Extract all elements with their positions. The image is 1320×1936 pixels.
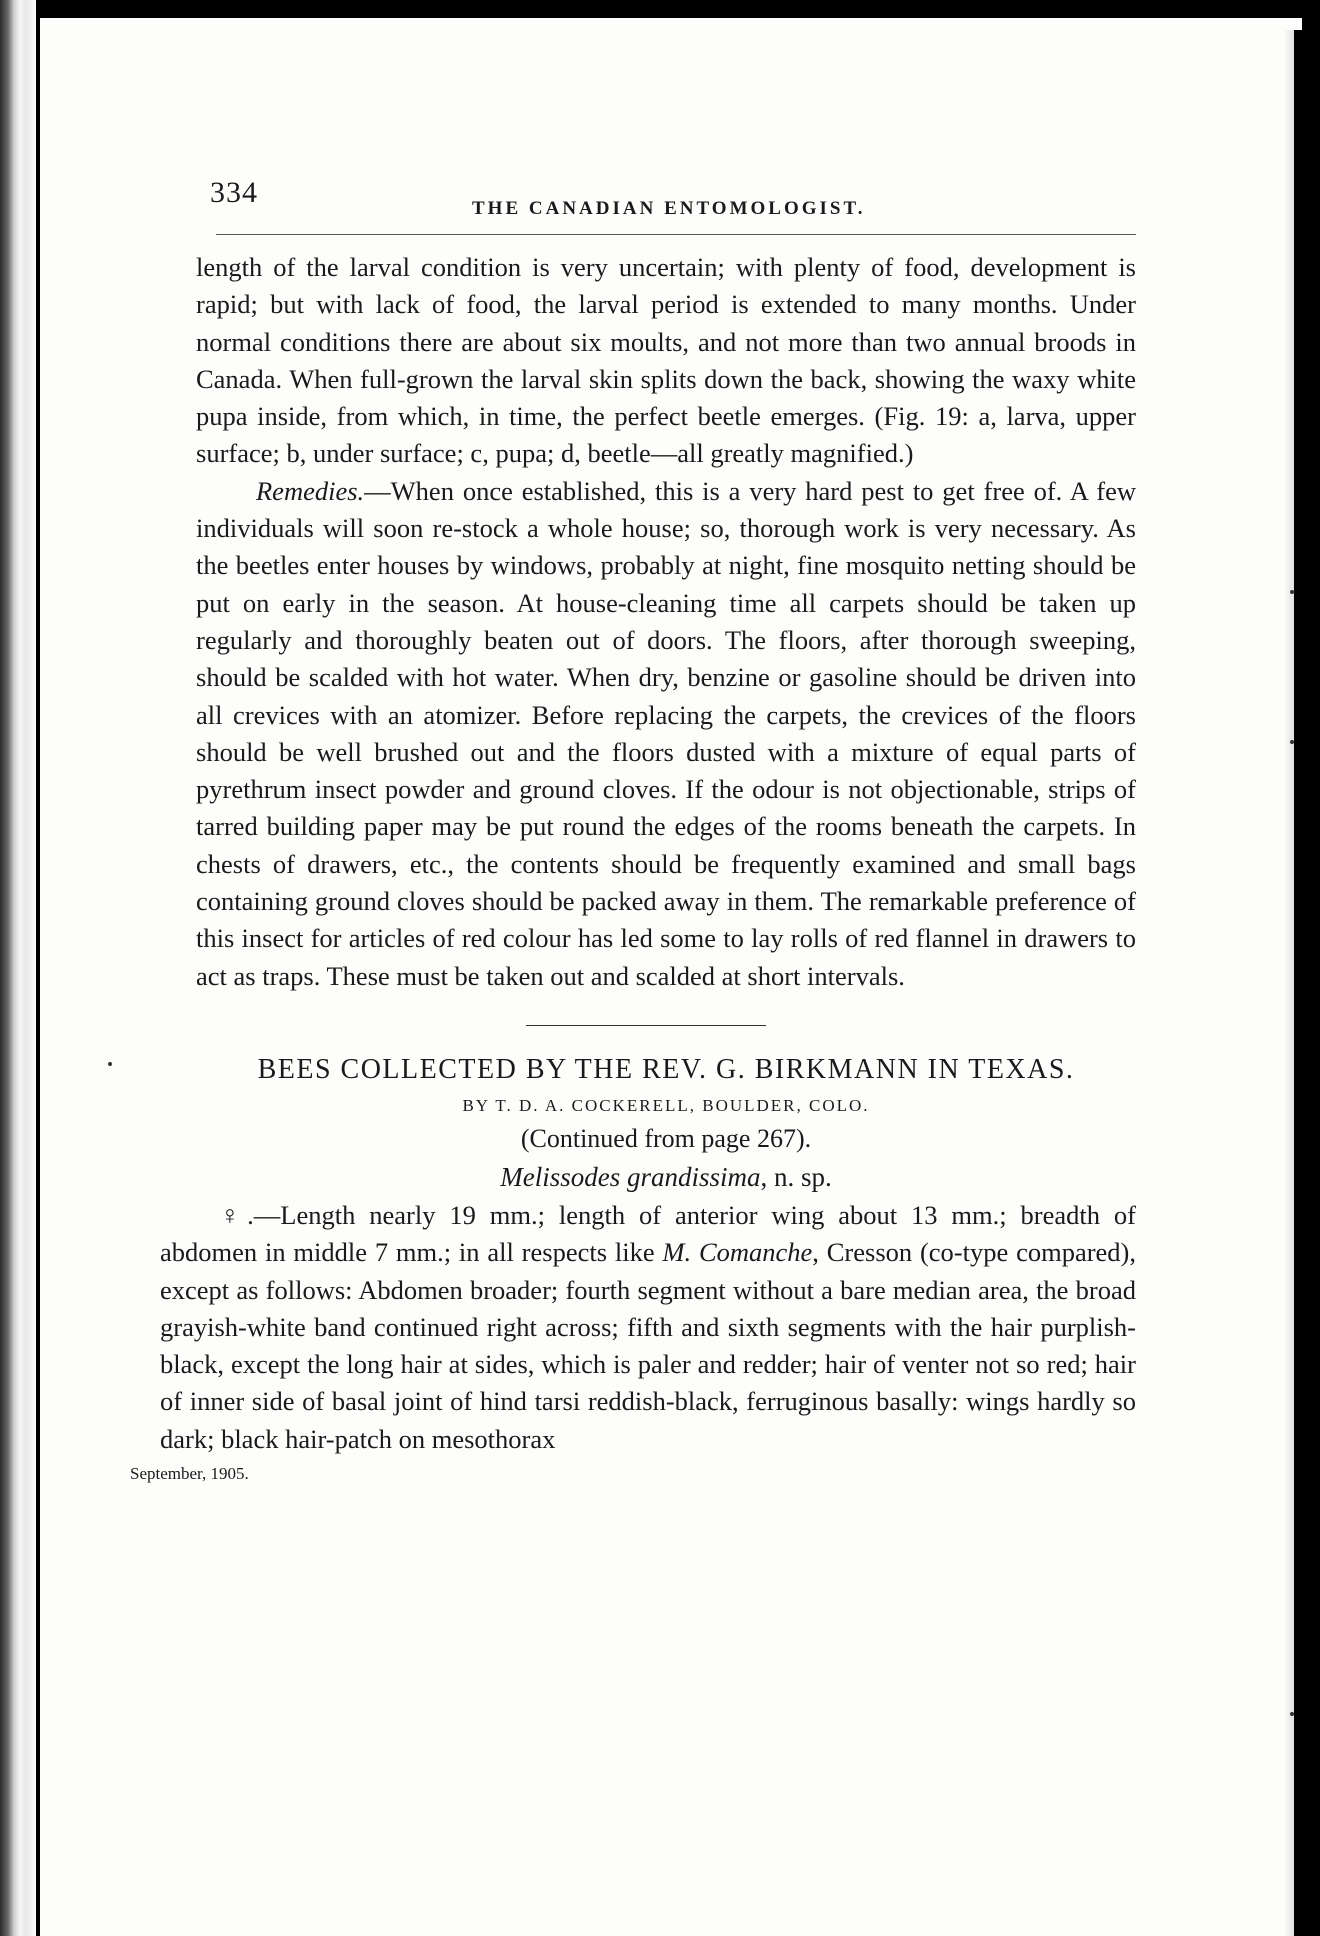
- scan-border-right: [1294, 30, 1320, 1936]
- speck-mark: [108, 1062, 112, 1066]
- running-head: [196, 176, 1136, 228]
- book-gutter: [0, 0, 36, 1936]
- page-number: 334: [210, 176, 258, 209]
- remedies-text: —When once established, this is a very hard pest to get free of. A few individuals will soon re-stock a whole house; so, thorough work is very necessary. As the beetles enter houses by windows, probably at night, fine mosquito netting should be put on early in the season. At house-cleaning time all carpets should be taken up regularly and thoroughly beaten out of doors. The floors, after thorough sweeping, should be scalded with hot water. When dry, benzine or gasoline should be driven into all crevices with an atomizer. Before replacing the carpets, the crevices of the floors should be well brushed out and the floors dusted with a mixture of equal parts of pyrethrum insect powder and ground cloves. If the odour is not objectionable, strips of tarred building paper may be put round the edges of the rooms beneath the carpets. In chests of drawers, etc., the contents should be frequently examined and small bags containing ground cloves should be packed away in them. The remarkable preference of this insect for articles of red colour has led some to lay rolls of red flannel in drawers to act as traps. These must be taken out and scalded at short intervals.: [196, 475, 1136, 991]
- section-divider: [526, 1025, 766, 1026]
- description-paragraph: [160, 1197, 1136, 1458]
- header-rule: [216, 234, 1136, 235]
- speck-mark: [1290, 740, 1294, 744]
- description-rest: , Cresson (co-type compared), except as follows: Abdomen broader; fourth segment without a bare median area, the broad grayish-white band continued right across; fifth and sixth segments with the hair purplish-black, except the long hair at sides, which is paler and redder; hair of venter not so red; hair of inner side of basal joint of hind tarsi reddish-black, ferruginous basally: wings hardly so dark; black hair-patch on mesothorax: [160, 1237, 1136, 1454]
- compared-species: M. Comanche: [662, 1237, 813, 1268]
- speck-mark: [1290, 1712, 1294, 1716]
- species-suffix: , n. sp.: [760, 1161, 832, 1192]
- article-author: BY T. D. A. COCKERELL, BOULDER, COLO.: [462, 1095, 870, 1115]
- body-paragraph: length of the larval condition is very uncertain; with plenty of food, development is rapid; but with lack of food, the larval period is extended to many months. Under normal conditions there are about six moults, and not more than two annual broods in Canada. When full-grown the larval skin splits down the back, showing the waxy white pupa inside, from which, in time, the perfect beetle emerges. (Fig. 19: a, larva, upper surface; b, under surface; c, pupa; d, beetle—all greatly magnified.): [196, 252, 1136, 469]
- remedies-heading: Remedies.: [256, 475, 365, 506]
- continued-note: (Continued from page 267).: [520, 1123, 812, 1153]
- article-title: BEES COLLECTED BY THE REV. G. BIRKMANN IN TEXAS.: [257, 1053, 1075, 1085]
- species-heading: [196, 1162, 1136, 1193]
- page-right-edge: [1284, 30, 1294, 1936]
- remedies-paragraph: [196, 473, 1136, 995]
- speck-mark: [1290, 590, 1294, 594]
- journal-title: THE CANADIAN ENTOMOLOGIST.: [472, 198, 866, 219]
- page-content: [130, 176, 1136, 1484]
- issue-date: September, 1905.: [130, 1464, 249, 1484]
- description-lead: ♀.—Length nearly 19 mm.; length of anterior wing about 13 mm.; breadth of abdomen in middle 7 mm.; in all respects like: [160, 1199, 1136, 1268]
- species-name: Melissodes grandissima: [500, 1161, 761, 1192]
- species-description: [130, 1197, 1136, 1484]
